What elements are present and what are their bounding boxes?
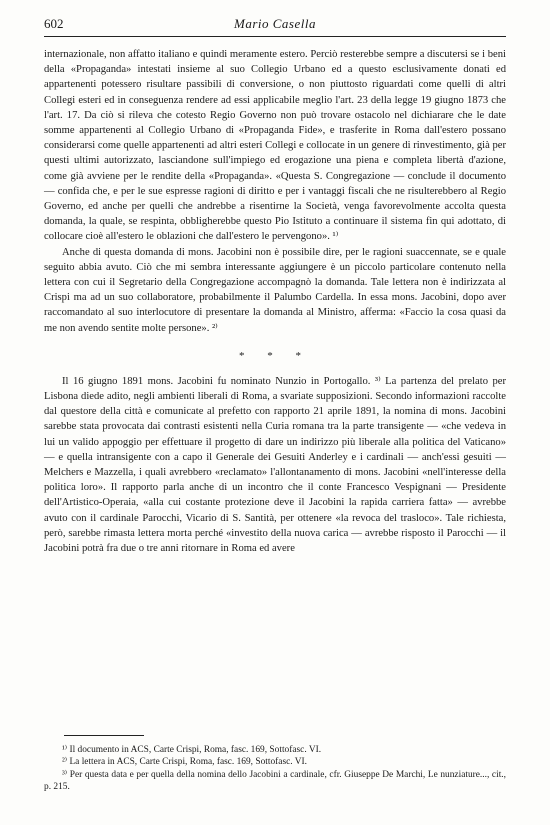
- footnote-3: ³⁾ Per questa data e per quella della nomina dello Jacobini a cardinale, cfr. Giuseppe De Marchi, Le nunziature..., cit., p. 215.: [44, 769, 506, 793]
- footnote-2: ²⁾ La lettera in ACS, Carte Crispi, Roma, fasc. 169, Sottofasc. VI.: [62, 757, 308, 768]
- page-header: [44, 14, 506, 37]
- footnote-1: ¹⁾ Il documento in ACS, Carte Crispi, Roma, fasc. 169, Sottofasc. VI.: [62, 745, 322, 755]
- page-number: 602: [44, 16, 64, 31]
- body-text: [44, 47, 506, 556]
- paragraph-3: Il 16 giugno 1891 mons. Jacobini fu nominato Nunzio in Portogallo. ³⁾ La partenza del prelato per Lisbona diede adito, negli ambienti liberali di Roma, a svariate supposizioni. Secondo informazioni raccolte dal questore della città e comunicate al prefetto con rapporto 21 aprile 1891, la nomina di mons. Jacobini sarebbe stata provocata dai contrasti esistenti nella Curia romana tra la parte transigente — «che vedeva in lui un valido appoggio per effettuare il progetto di dare un indirizzo più liberale alla politica del Vaticano» — e quella intransigente con a capo il Generale dei Gesuiti Anderley e i cardinali — anch'essi gesuiti — Melchers e Mazzella, i quali avrebbero «reclamato» l'allontanamento di mons. Jacobini «nell'interesse della politica loro». Il rapporto parla anche di un incontro che il conte Francesco Vespignani — Presidente dell'Artistico-Operaia, «alla cui costante protezione deve il Jacobini la rapida carriera fatta» — avrebbe avuto con il cardinale Parocchi, Vicario di S. Santità, per ottenere «la revoca del trasloco». Tale richiesta, però, sarebbe rimasta lettera morta perché «investito della nuova carica — avrebbe risposto il Parocchi — il Jacobini potrà fra due o tre anni ritornare in Roma ed avere: [44, 375, 506, 555]
- paragraph-2: Anche di questa domanda di mons. Jacobini non è possibile dire, per le ragioni suaccennate, se e quale seguito abbia avuto. Ciò che mi sembra interessante aggiungere è un piccolo particolare contenuto nella lettera con cui il Segretario della Congregazione accompagnò la domanda. Tale lettera non è indirizzata al Crispi ma ad un suo collaboratore, probabilmente il Palumbo Cardella. In essa mons. Jacobini, dopo aver raccomandato al suo interlocutore di presentare la domanda al Ministro, afferma: «Faccio la cosa quasi da me non avendo sentite molte persone». ²⁾: [44, 246, 506, 334]
- footnotes: [44, 735, 506, 794]
- footnote-rule: [64, 735, 144, 736]
- section-divider: * * *: [239, 349, 311, 362]
- running-head: Mario Casella: [234, 16, 316, 31]
- paragraph-1: internazionale, non affatto italiano e quindi meramente estero. Perciò resterebbe sempre a discutersi se i beni della «Propaganda» intestati insieme al suo Collegio Urbano ed a questo esclusivamente donati ed appartenenti potessero risultare passibili di conversione, o non piuttosto riguardati come quelli di altri Collegi esteri ed in conseguenza rendere ad essi applicabile meglio l'art. 23 della legge 19 giugno 1873 che l'art. 17. Da ciò si rileva che cotesto Regio Governo non può trovare ostacolo nel dichiarare che le date somme appartenenti al Collegio Urbano di «Propaganda Fide», e trasferite in Roma dall'estero possano considerarsi come quelle appartenenti ad altri esteri Collegi e collocate in un genere di rinvestimento, già per questi ultimi autorizzato, lasciandone sull'impiego ed erogazione una piena e completa libertà d'azione, come già avviene per le rendite della «Propaganda». «Questa S. Congregazione — conclude il documento — confida che, e per le sue espresse ragioni di diritto e per i vantaggi fiscali che ne risulterebbero al Regio Governo, ed anche per quelli che andrebbe a risentirne la Società, venga favorevolmente accolta questa domanda, la quale, se respinta, obbligherebbe questo Pio Istituto a continuare il sistema fin qui adottato, di collocare cioè all'estero le oblazioni che dall'estero le pervengono». ¹⁾: [44, 49, 506, 243]
